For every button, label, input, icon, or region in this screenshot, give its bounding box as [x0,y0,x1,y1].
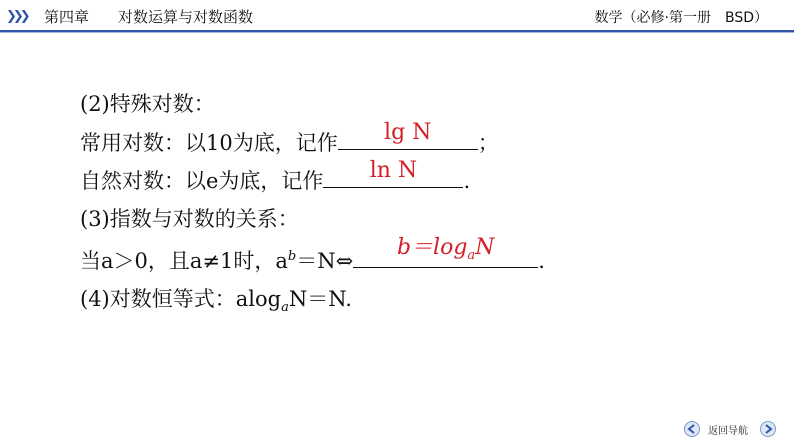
chapter-label: 第四章 [44,8,90,26]
identity-end: N＝N. [288,287,352,311]
relation-answer-arg: N [475,235,495,260]
header-bar [0,0,794,32]
chapter-title: 对数运算与对数函数 [118,8,254,26]
relation-answer-base: a [467,248,476,263]
relation-line [80,235,545,279]
back-to-nav-link[interactable]: 返回导航 [708,426,748,437]
relation-equals: ＝N⇔ [296,249,354,273]
common-log-end: ； [477,131,499,155]
relation-end: . [538,249,545,273]
natural-log-blank [323,158,463,188]
identity-base: a [281,300,289,315]
chevron-right-icon: ❯❯❯ [6,9,27,24]
footer-nav [684,421,784,437]
next-button[interactable] [760,421,776,437]
relation-answer-main: b＝log [396,235,468,260]
header-divider-shadow [0,32,794,33]
special-log-heading: (2)特殊对数： [80,92,215,116]
common-log-text: 常用对数：以10为底，记作 [80,131,338,155]
natural-log-answer: ln N [369,158,418,183]
relation-heading: (3)指数与对数的关系： [80,207,299,231]
relation-exponent: b [287,249,297,264]
arrow-left-icon [687,424,697,434]
arrow-right-icon [763,424,773,434]
natural-log-end: . [463,169,471,193]
identity-line [80,285,352,317]
natural-log-line [80,158,471,195]
book-title: 数学（必修·第一册 BSD） [594,10,768,26]
identity-text: (4)对数恒等式：alog [80,287,282,311]
common-log-line [80,120,499,157]
common-log-answer: lg N [384,120,432,145]
relation-blank [353,235,538,268]
relation-condition: 当a＞0，且a≠1时，a [80,249,288,273]
natural-log-text: 自然对数：以e为底，记作 [80,169,324,193]
prev-button[interactable] [684,421,700,437]
relation-answer [353,234,538,265]
common-log-blank [338,120,478,150]
